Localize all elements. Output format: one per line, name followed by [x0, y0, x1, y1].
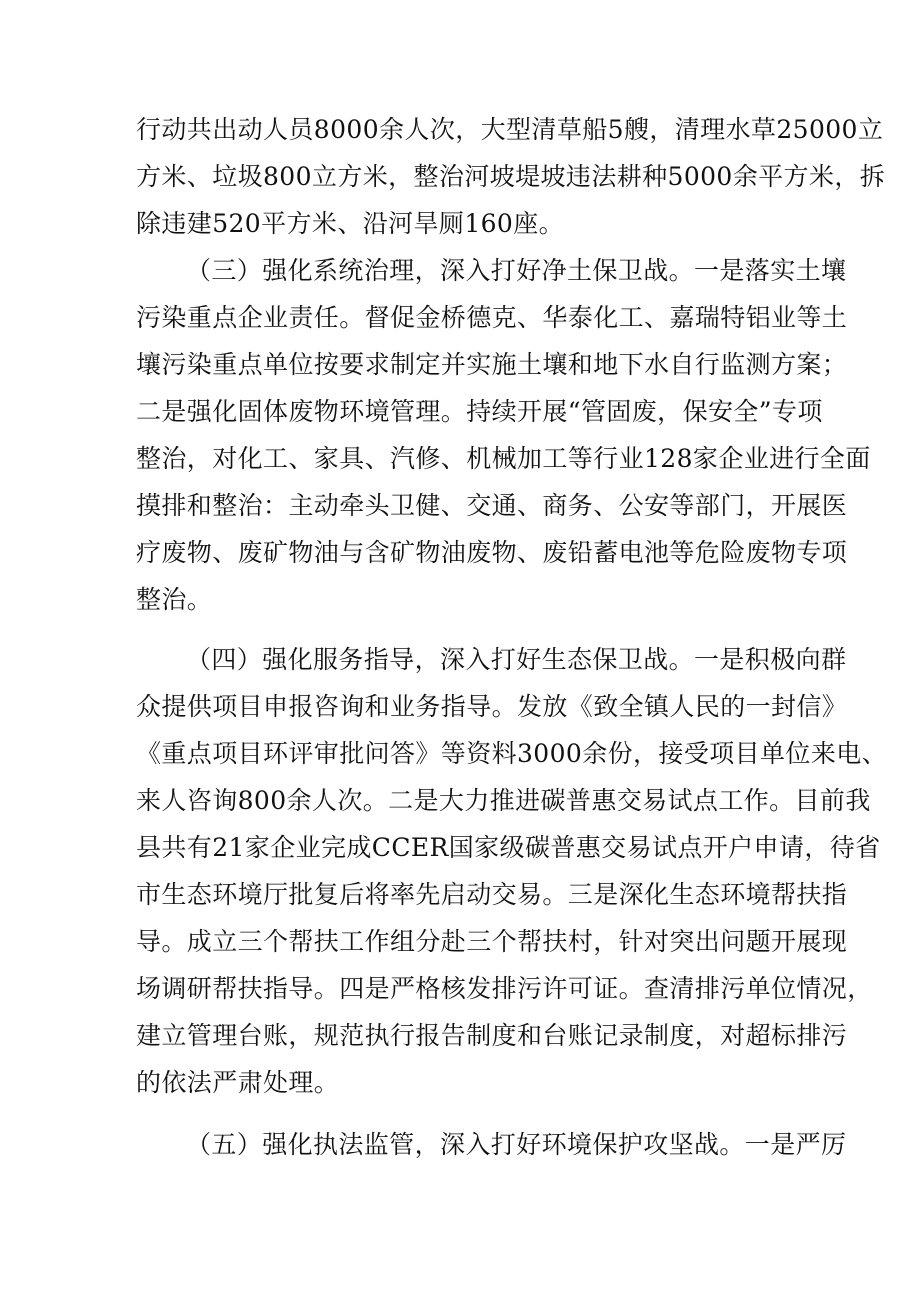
text-line: 导。成立三个帮扶工作组分赴三个帮扶村，针对突出问题开展现	[136, 927, 848, 956]
text-line: 建立管理台账，规范执行报告制度和台账记录制度，对超标排污	[136, 1021, 848, 1050]
text-line: 污染重点企业责任。督促金桥德克、华泰化工、嘉瑞特铝业等土	[136, 303, 848, 332]
text-line: 《重点项目环评审批问答》等资料3000余份，接受项目单位来电、	[136, 739, 888, 768]
text-line: 疗废物、废矿物油与含矿物油废物、废铅蓄电池等危险废物专项	[136, 538, 848, 567]
text-line: 的依法严肃处理。	[136, 1068, 340, 1097]
text-line: 来人咨询800余人次。二是大力推进碳普惠交易试点工作。目前我	[136, 786, 871, 815]
text-line: 县共有21家企业完成CCER国家级碳普惠交易试点开户申请，待省	[136, 833, 881, 862]
text-line: 整治，对化工、家具、汽修、机械加工等行业128家企业进行全面	[136, 444, 871, 473]
section-heading-line: （五）强化执法监管，深入打好环境保护攻坚战。一是严厉	[186, 1130, 847, 1159]
text-line: 众提供项目申报咨询和业务指导。发放《致全镇人民的一封信》	[136, 692, 848, 721]
text-line: 二是强化固体废物环境管理。持续开展“管固废，保安全”专项	[136, 397, 823, 426]
text-line: 整治。	[136, 585, 213, 614]
section-heading-line: （四）强化服务指导，深入打好生态保卫战。一是积极向群	[186, 645, 847, 674]
text-line: 市生态环境厅批复后将率先启动交易。三是深化生态环境帮扶指	[136, 880, 848, 909]
text-line: 场调研帮扶指导。四是严格核发排污许可证。查清排污单位情况，	[136, 974, 873, 1003]
text-line: 摸排和整治：主动牵头卫健、交通、商务、公安等部门，开展医	[136, 491, 848, 520]
text-line: 壤污染重点单位按要求制定并实施土壤和地下水自行监测方案；	[136, 350, 848, 379]
text-line: 方米、垃圾800立方米，整治河坡堤坡违法耕种5000余平方米，拆	[136, 162, 886, 191]
text-line: 行动共出动人员8000余人次，大型清草船5艘，清理水草25000立	[136, 115, 884, 144]
text-line: 除违建520平方米、沿河旱厕160座。	[136, 209, 565, 238]
section-heading-line: （三）强化系统治理，深入打好净土保卫战。一是落实土壤	[186, 256, 847, 285]
